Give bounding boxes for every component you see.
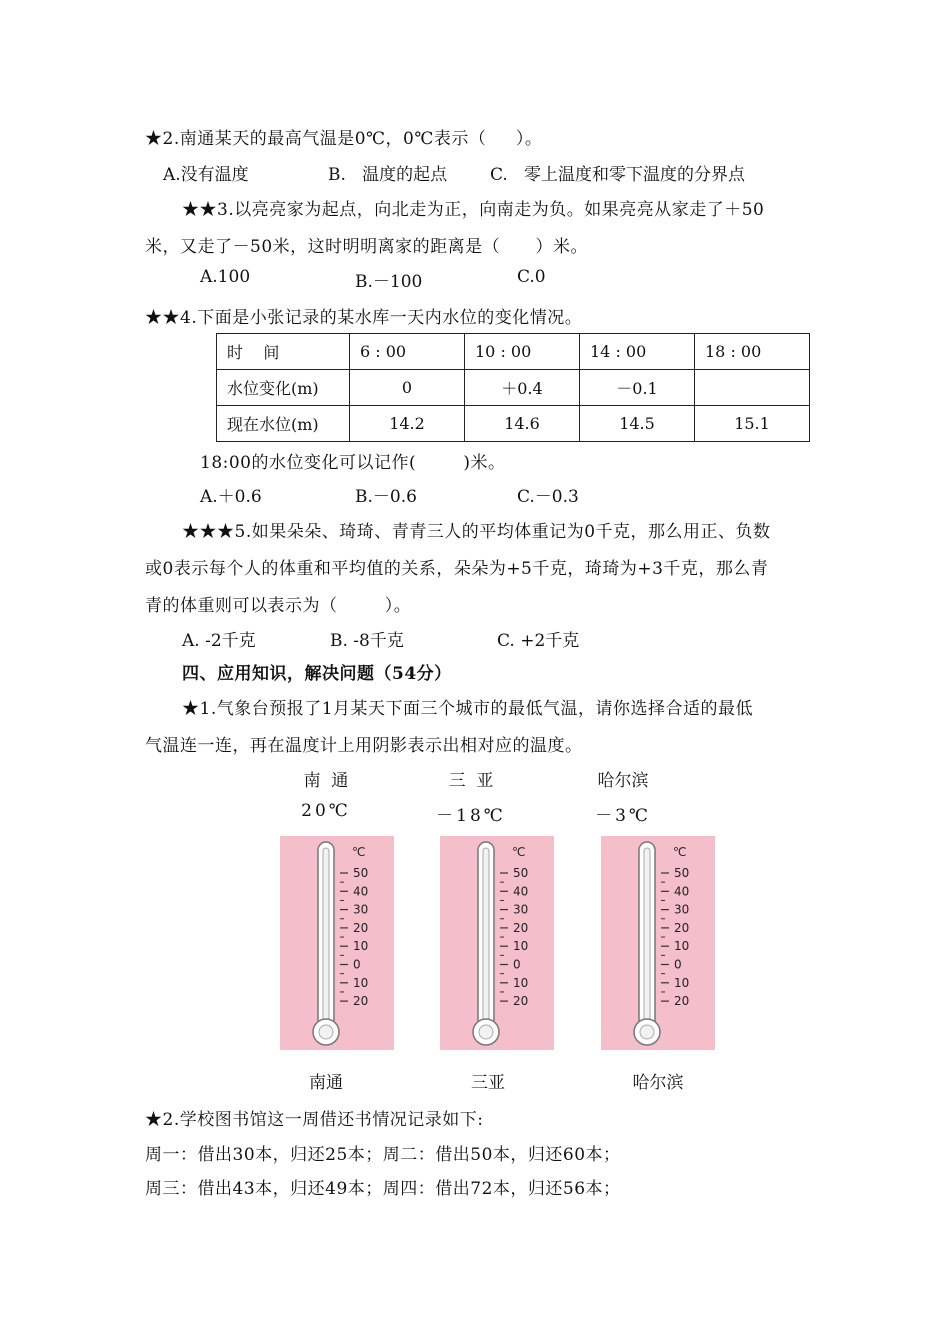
thermometer-tick-label: 20 [513,920,529,935]
q2-option-c: C. 零上温度和零下温度的分界点 [490,165,746,185]
q4-option-a: A.＋0.6 [200,487,262,507]
table-cell: 14.6 [465,406,580,442]
table-row [217,370,810,406]
section4-title: 四、应用知识，解决问题（54分） [182,664,452,684]
q3-option-b: B.－100 [355,272,423,292]
thermometer-nantong [280,836,394,1050]
thermometer-tick-label: 10 [513,939,529,954]
temp-label: －18℃ [436,806,506,826]
thermometer-sanya [440,836,554,1050]
thermometer-bore [323,848,329,1026]
thermometer-bore [644,848,650,1026]
thermometer-tick-label: 0 [674,957,682,972]
thermometer-bore [483,848,489,1026]
city-label: 哈尔滨 [597,771,649,791]
thermometer-unit: ℃ [352,845,366,859]
q3-stem-line2: 米，又走了－50米，这时明明离家的距离是（ ）米。 [145,237,589,257]
thermometer-tick-label: 50 [674,866,690,880]
thermometer-label: 南通 [309,1073,343,1093]
q3-option-c: C.0 [517,267,546,287]
table-cell: 现在水位(m) [217,406,350,442]
table-header-cell: 10 : 00 [465,334,580,370]
table-cell: 14.5 [580,406,695,442]
temp-label: 20℃ [301,801,351,821]
s4-q2-stem: ★2.学校图书馆这一周借还书情况记录如下: [145,1110,484,1130]
q5-option-c: C. +2千克 [497,631,580,651]
city-label: 南 通 [303,771,349,791]
thermometer-tick-label: 50 [513,866,529,880]
thermometer-bulb-inner [319,1025,333,1039]
temp-label: －3℃ [595,806,651,826]
thermometer-tick-label: 10 [674,939,690,954]
thermometer-drawing [440,836,554,1050]
city-label: 三 亚 [448,771,494,791]
q2-option-a: A.没有温度 [163,165,249,185]
q5-stem-line1: ★★★5.如果朵朵、琦琦、青青三人的平均体重记为0千克，那么用正、负数 [182,522,771,542]
s4-q1-stem-line2: 气温连一连，再在温度计上用阴影表示出相对应的温度。 [145,736,583,756]
thermometer-label: 哈尔滨 [632,1073,684,1093]
q5-stem-line2: 或0表示每个人的体重和平均值的关系，朵朵为+5千克，琦琦为+3千克，那么青 [145,559,769,579]
table-header-row [217,334,810,370]
q4-sub: 18:00的水位变化可以记作( )米。 [200,453,506,473]
thermometer-tick-label: 20 [353,920,369,935]
table-cell [695,370,810,406]
q5-option-a: A. -2千克 [182,631,256,651]
q4-option-b: B.－0.6 [355,487,417,507]
s4-q2-line1: 周一：借出30本，归还25本；周二：借出50本，归还60本； [145,1145,621,1165]
table-cell: 水位变化(m) [217,370,350,406]
thermometer-bulb-inner [640,1025,654,1039]
thermometer-tick-label: 20 [674,920,690,935]
q4-stem: ★★4.下面是小张记录的某水库一天内水位的变化情况。 [145,308,583,328]
table-header-cell: 6 : 00 [350,334,465,370]
s4-q2-line2: 周三：借出43本，归还49本；周四：借出72本，归还56本； [145,1179,621,1199]
thermometer-tick-label: 40 [353,884,369,899]
thermometer-unit: ℃ [673,845,687,859]
s4-q1-stem-line1: ★1.气象台预报了1月某天下面三个城市的最低气温，请你选择合适的最低 [182,699,754,719]
q2-stem: ★2.南通某天的最高气温是0℃，0℃表示（ ）。 [145,129,543,149]
thermometer-tick-label: 30 [513,902,529,917]
thermometer-tick-label: 40 [674,884,690,899]
thermometer-tick-label: 10 [353,939,369,954]
thermometer-tick-label: 50 [353,866,369,880]
thermometer-tick-label: 0 [353,957,361,972]
table-cell: ＋0.4 [465,370,580,406]
table-header-cell: 时 间 [217,334,350,370]
thermometer-tick-label: 40 [513,884,529,899]
thermometer-bulb-inner [479,1025,493,1039]
q3-stem-line1: ★★3.以亮亮家为起点，向北走为正，向南走为负。如果亮亮从家走了＋50 [182,200,765,220]
thermometer-tick-label: 10 [674,975,690,990]
table-header-cell: 14 : 00 [580,334,695,370]
table-cell: 15.1 [695,406,810,442]
q5-stem-line3: 青的体重则可以表示为（ ）。 [145,596,412,616]
q5-option-b: B. -8千克 [330,631,404,651]
thermometer-tick-label: 0 [513,957,521,972]
thermometer-tick-label: 30 [353,902,369,917]
q2-option-b: B. 温度的起点 [328,165,448,185]
table-cell: 14.2 [350,406,465,442]
thermometer-tick-label: 20 [353,994,369,1009]
thermometer-tick-label: 10 [513,975,529,990]
thermometer-label: 三亚 [471,1073,505,1093]
table-cell: －0.1 [580,370,695,406]
thermometer-drawing [601,836,715,1050]
thermometer-tick-label: 20 [513,994,529,1009]
thermometer-tick-label: 20 [674,994,690,1009]
thermometer-drawing [280,836,394,1050]
thermometer-unit: ℃ [512,845,526,859]
table-row [217,406,810,442]
q4-option-c: C.－0.3 [517,487,579,507]
table-header-cell: 18 : 00 [695,334,810,370]
q3-option-a: A.100 [200,267,251,287]
water-level-table [216,333,810,442]
thermometer-harbin [601,836,715,1050]
table-cell: 0 [350,370,465,406]
thermometer-tick-label: 10 [353,975,369,990]
thermometer-tick-label: 30 [674,902,690,917]
